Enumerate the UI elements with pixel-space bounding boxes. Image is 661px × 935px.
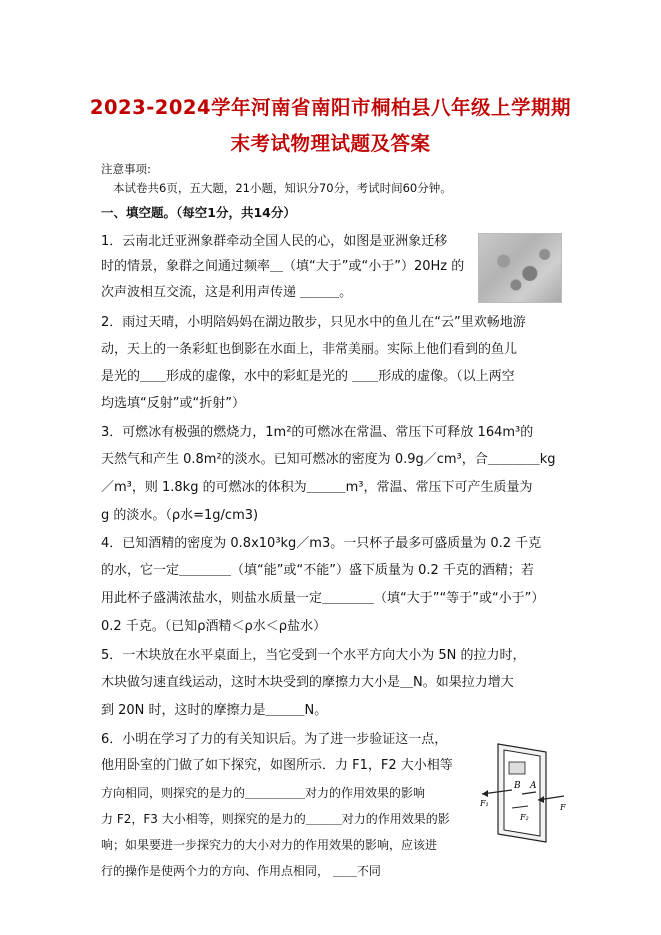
q2-line4: 均选填“反射”或“折射”） <box>101 396 245 411</box>
document-title-line1: 2023-2024学年河南省南阳市桐柏县八年级上学期期 <box>89 96 572 119</box>
door-figure-svg <box>478 738 570 846</box>
q1-line2: 时的情景，象群之间通过频率＿（填“大于”或“小于”）20Hz 的 <box>101 259 465 274</box>
notice-heading: 注意事项: <box>101 162 151 176</box>
q5-line1: 5．一木块放在水平桌面上，当它受到一个水平方向大小为 5N 的拉力时， <box>101 648 526 663</box>
notice-body: 本试卷共6页，五大题，21小题，知识分70分，考试时间60分钟。 <box>113 181 452 195</box>
q3-line2: 天然气和产生 0.8m²的淡水。已知可燃冰的密度为 0.9g／cm³，合＿＿＿＿kg <box>101 452 556 467</box>
q3-line3: ／m³，则 1.8kg 的可燃冰的体积为＿＿＿m³，常温、常压下可产生质量为 <box>101 480 533 495</box>
label-b: B <box>514 781 521 791</box>
q6-line1: 6．小明在学习了力的有关知识后。为了进一步验证这一点， <box>101 732 448 747</box>
door-force-figure <box>478 738 570 846</box>
q4-line3: 用此杯子盛满浓盐水，则盐水质量一定＿＿＿＿（填“大于”“等于”或“小于”） <box>101 591 545 606</box>
q6-line6: 行的操作是使两个力的方向、作用点相同， ＿＿不同 <box>101 864 381 878</box>
door-sign <box>509 762 525 774</box>
q6-line3: 方向相同，则探究的是力的＿＿＿＿＿对力的作用效果的影响 <box>101 786 426 800</box>
label-f1: F₁ <box>480 799 489 808</box>
q3-line1: 3．可燃冰有极强的燃烧力，1m²的可燃冰在常温、常压下可释放 164m³的 <box>101 425 534 440</box>
q4-line4: 0.2 千克。（已知ρ酒精＜ρ水＜ρ盐水） <box>101 619 327 634</box>
label-f2: F₂ <box>520 813 529 822</box>
q4-line2: 的水，它一定＿＿＿＿（填“能”或“不能”）盛下质量为 0.2 千克的酒精；若 <box>101 563 534 578</box>
q5-line2: 木块做匀速直线运动，这时木块受到的摩擦力大小是＿N。如果拉力增大 <box>101 675 514 690</box>
label-f: F <box>560 803 566 812</box>
label-a: A <box>530 781 537 791</box>
arrow-f1-head <box>482 790 488 797</box>
q1-line1: 1．云南北迁亚洲象群牵动全国人民的心，如图是亚洲象迁移 <box>101 234 448 249</box>
elephant-photo <box>478 233 562 303</box>
q5-line3: 到 20N 时，这时的摩擦力是＿＿＿N。 <box>101 703 328 718</box>
q2-line2: 动，天上的一条彩虹也倒影在水面上，非常美丽。实际上他们看到的鱼儿 <box>101 342 518 357</box>
q2-line3: 是光的＿＿形成的虚像，水中的彩虹是光的 ＿＿形成的虚像。（以上两空 <box>101 369 515 384</box>
q6-line4: 力 F2，F3 大小相等，则探究的是力的＿＿＿对力的作用效果的影 <box>101 812 450 826</box>
section-heading: 一、填空题。（每空1分，共14分） <box>101 205 296 220</box>
q6-line2: 他用卧室的门做了如下探究，如图所示．力 F1，F2 大小相等 <box>101 758 453 773</box>
q1-line3: 次声波相互交流，这是利用声传递 ＿＿＿。 <box>101 285 353 300</box>
document-title-line2: 末考试物理试题及答案 <box>230 132 431 155</box>
q4-line1: 4．已知酒精的密度为 0.8x10³kg／m3。一只杯子最多可盛质量为 0.2 千克 <box>101 536 542 551</box>
q3-line4: g 的淡水。（ρ水=1g/cm3) <box>101 508 259 523</box>
q6-line5: 响；如果要进一步探究力的大小对力的作用效果的影响，应该进 <box>101 838 438 852</box>
q2-line1: 2．雨过天晴，小明陪妈妈在湖边散步，只见水中的鱼儿在“云”里欢畅地游 <box>101 315 526 330</box>
